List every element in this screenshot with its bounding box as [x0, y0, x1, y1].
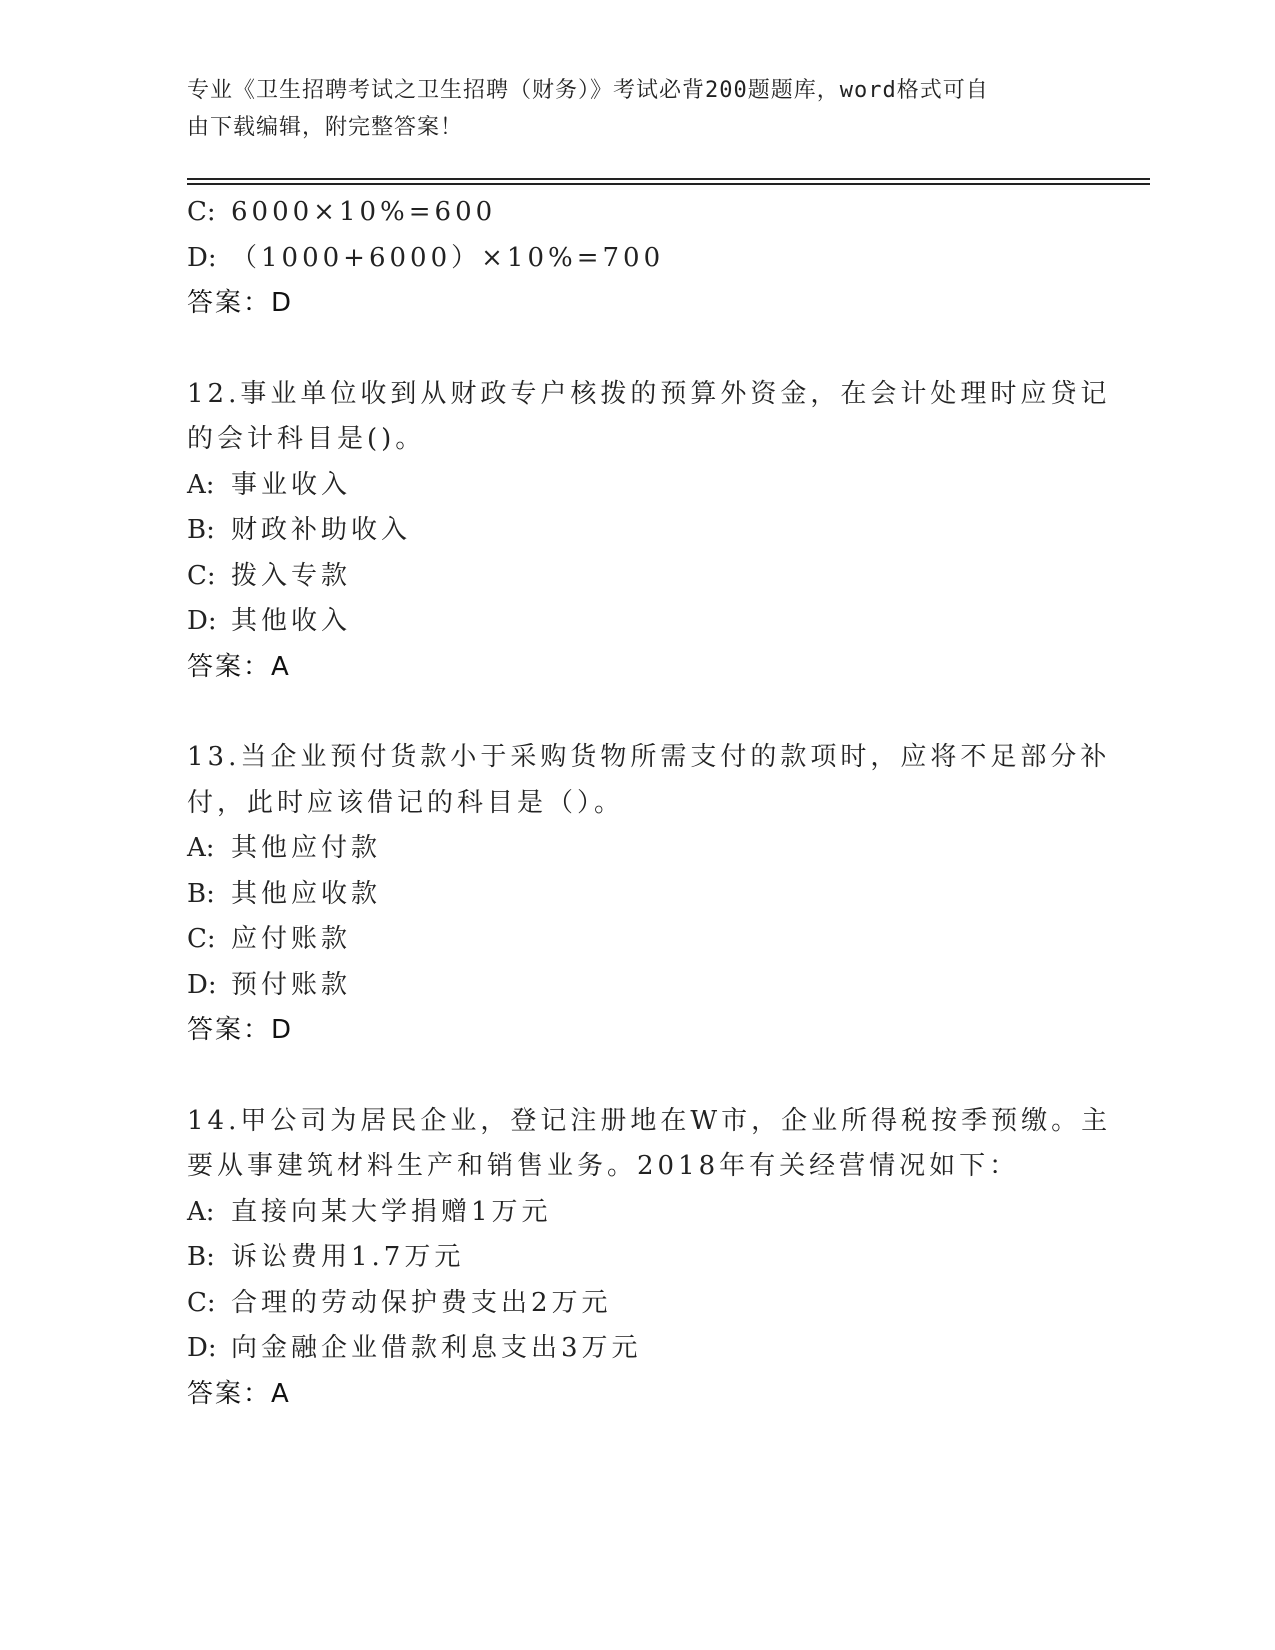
option-label: C:: [187, 197, 216, 227]
option-a: [187, 826, 1087, 872]
option-text: 其他应收款: [231, 878, 382, 909]
question-14: [187, 1099, 1112, 1418]
option-text: 应付账款: [231, 924, 352, 954]
option-text: 直接向某大学捐赠1万元: [231, 1196, 552, 1227]
question-stem-line: 14.甲公司为居民企业，登记注册地在W市，企业所得税按季预缴。主: [187, 1105, 1112, 1136]
option-label: D:: [187, 969, 217, 1000]
option-text: 财政补助收入: [231, 515, 412, 545]
option-label: D:: [187, 242, 217, 273]
question-11-partial: [187, 190, 1087, 327]
option-a: [187, 463, 1087, 509]
document-header: [187, 72, 1087, 146]
option-a: [187, 1190, 1087, 1236]
question-12: [187, 372, 1111, 691]
answer-line: 答案：A: [187, 1378, 291, 1409]
option-text: 诉讼费用1.7万元: [231, 1242, 465, 1272]
option-d: [187, 963, 1087, 1009]
option-text: 6000×10%=600: [231, 197, 497, 227]
header-divider-bottom: [187, 183, 1150, 185]
option-label: B:: [187, 1242, 215, 1272]
question-stem-line: 13.当企业预付货款小于采购货物所需支付的款项时，应将不足部分补: [187, 742, 1111, 772]
option-label: C:: [187, 560, 216, 591]
header-divider-top: [187, 178, 1150, 180]
option-c: [187, 1281, 1087, 1327]
option-label: D:: [187, 606, 217, 636]
option-label: A:: [187, 833, 215, 863]
option-b: [187, 508, 1087, 554]
option-text: 事业收入: [231, 469, 352, 500]
answer-line: 答案：A: [187, 651, 291, 682]
answer-line: 答案：D: [187, 288, 294, 318]
option-d: [187, 599, 1087, 645]
question-stem-line: 付，此时应该借记的科目是（）。: [187, 787, 625, 818]
option-label: B:: [187, 878, 215, 909]
question-stem-line: 12.事业单位收到从财政专户核拨的预算外资金，在会计处理时应贷记: [187, 378, 1111, 409]
header-line-1: 专业《卫生招聘考试之卫生招聘（财务）》考试必背200题题库，word格式可自: [187, 78, 989, 103]
option-label: C:: [187, 924, 216, 954]
option-c: [187, 917, 1087, 963]
header-line-2: 由下载编辑，附完整答案！: [187, 115, 464, 140]
option-b: [187, 1235, 1087, 1281]
option-b: [187, 872, 1087, 918]
question-spacer: [187, 327, 1087, 372]
option-text: 其他应付款: [231, 833, 382, 863]
question-spacer: [187, 690, 1087, 735]
option-text: 预付账款: [231, 969, 352, 1000]
option-label: B:: [187, 515, 215, 545]
document-body: [187, 190, 1112, 1417]
option-text: 拨入专款: [231, 560, 352, 591]
option-d: [187, 236, 1087, 282]
option-label: C:: [187, 1287, 216, 1318]
answer-line: 答案：D: [187, 1015, 294, 1045]
question-stem-line: 的会计科目是()。: [187, 424, 426, 454]
option-text: 合理的劳动保护费支出2万元: [231, 1287, 612, 1318]
question-stem-line: 要从事建筑材料生产和销售业务。2018年有关经营情况如下：: [187, 1151, 1020, 1181]
option-c: [187, 554, 1087, 600]
option-label: A:: [187, 1196, 215, 1227]
option-text: 其他收入: [231, 606, 352, 636]
option-text: 向金融企业借款利息支出3万元: [231, 1333, 642, 1363]
option-label: A:: [187, 469, 215, 500]
option-c: [187, 190, 1087, 236]
option-text: （1000+6000）×10%=700: [231, 242, 665, 273]
option-label: D:: [187, 1333, 217, 1363]
option-d: [187, 1326, 1087, 1372]
question-13: [187, 735, 1111, 1054]
question-spacer: [187, 1054, 1087, 1099]
